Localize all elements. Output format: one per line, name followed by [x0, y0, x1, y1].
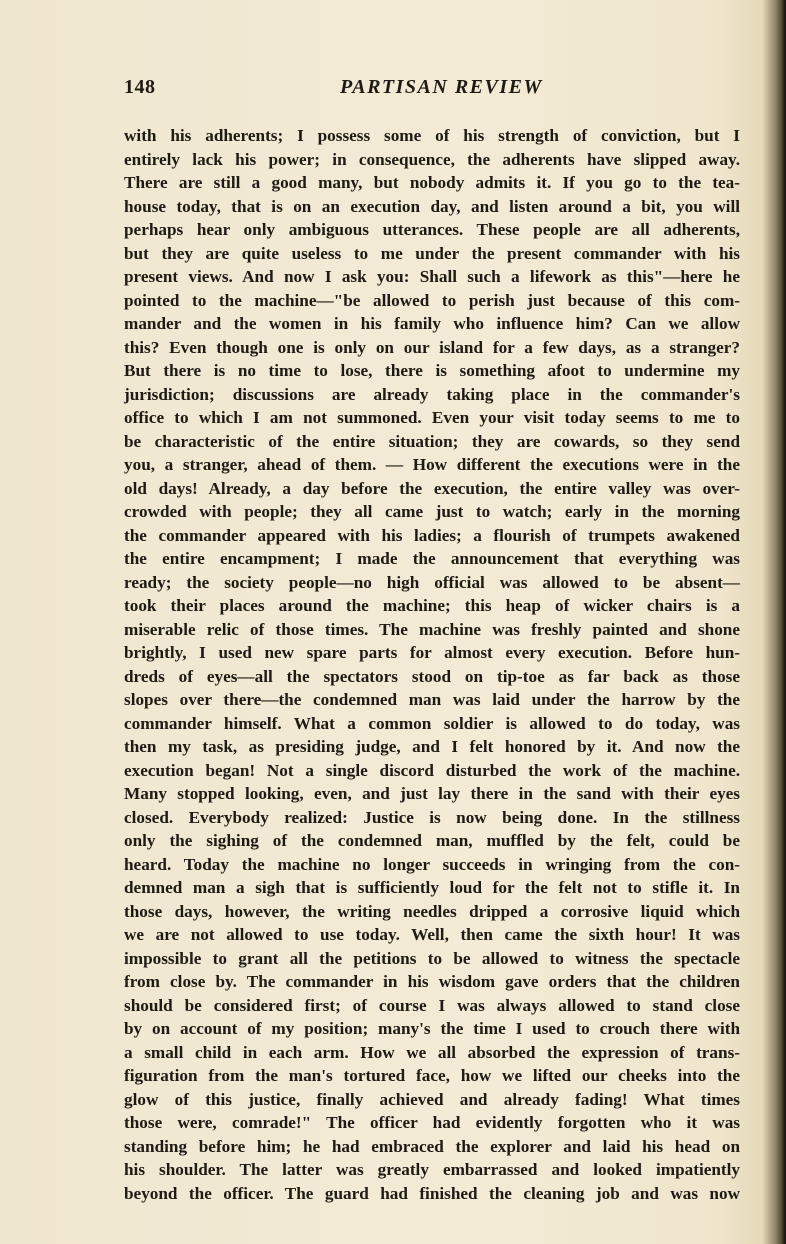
text-line: glow of this justice, finally achieved and already fading! What times: [124, 1089, 740, 1109]
text-line: closed. Everybody realized: Justice is now being done. In the stillness: [124, 807, 740, 827]
text-line: miserable relic of those times. The machine was freshly painted and shone: [124, 619, 740, 639]
text-line: the commander appeared with his ladies; a flourish of trumpets awakened: [124, 525, 740, 545]
page-header: [124, 76, 740, 106]
body-text: [124, 124, 740, 1205]
text-line: house today, that is on an execution day, and listen around a bit, you will: [124, 196, 740, 216]
text-line: commander himself. What a common soldier is allowed to do today, was: [124, 713, 740, 733]
page-gutter-shadow: [776, 0, 786, 1244]
text-line: a small child in each arm. How we all absorbed the expression of trans-: [124, 1042, 740, 1062]
text-line: present views. And now I ask you: Shall such a lifework as this"—here he: [124, 267, 740, 286]
text-line: you, a stranger, ahead of them. — How different the executions were in the: [124, 455, 740, 474]
text-line: those were, comrade!" The officer had evidently forgotten who it was: [124, 1113, 740, 1132]
text-line: we are not allowed to use today. Well, then came the sixth hour! It was: [124, 925, 740, 944]
text-line: execution began! Not a single discord disturbed the work of the machine.: [124, 760, 740, 780]
text-line: impossible to grant all the petitions to be allowed to witness the spectacle: [124, 948, 740, 968]
text-line: his shoulder. The latter was greatly embarrassed and looked impatiently: [124, 1160, 740, 1179]
running-head: PARTISAN REVIEW: [340, 76, 543, 98]
text-line: There are still a good many, but nobody admits it. If you go to the tea-: [124, 173, 740, 192]
text-line: be characteristic of the entire situation; they are cowards, so they send: [124, 431, 740, 451]
text-line: figuration from the man's tortured face, how we lifted our cheeks into the: [124, 1066, 740, 1085]
text-line: then my task, as presiding judge, and I felt honored by it. And now the: [124, 737, 740, 756]
page-number: 148: [124, 76, 156, 98]
text-line: slopes over there—the condemned man was laid under the harrow by the: [124, 690, 740, 709]
text-line: by on account of my position; many's the time I used to crouch there with: [124, 1019, 740, 1038]
text-line: office to which I am not summoned. Even your visit today seems to me to: [124, 408, 740, 427]
text-line: ready; the society people—no high official was allowed to be absent—: [124, 572, 740, 592]
text-line: Many stopped looking, even, and just lay there in the sand with their eyes: [124, 784, 740, 803]
text-line: perhaps hear only ambiguous utterances. These people are all adherents,: [124, 220, 740, 239]
text-line: with his adherents; I possess some of his strength of conviction, but I: [124, 126, 740, 145]
text-line: those days, however, the writing needles dripped a corrosive liquid which: [124, 901, 740, 921]
text-line: brightly, I used new spare parts for almost every execution. Before hun-: [124, 643, 740, 662]
text-line: dreds of eyes—all the spectators stood on tip-toe as far back as those: [124, 666, 740, 686]
text-line: But there is no time to lose, there is something afoot to undermine my: [124, 361, 740, 380]
text-line: demned man a sigh that is sufficiently loud for the felt not to stifle it. In: [124, 878, 740, 897]
text-line: entirely lack his power; in consequence, the adherents have slipped away.: [124, 149, 740, 169]
text-line: crowded with people; they all came just to watch; early in the morning: [124, 502, 740, 521]
text-line: beyond the officer. The guard had finished the cleaning job and was now: [124, 1183, 740, 1203]
text-line: from close by. The commander in his wisdom gave orders that the children: [124, 972, 740, 991]
text-line: old days! Already, a day before the execution, the entire valley was over-: [124, 478, 740, 498]
text-line: took their places around the machine; this heap of wicker chairs is a: [124, 596, 740, 615]
text-line: mander and the women in his family who influence him? Can we allow: [124, 314, 740, 333]
text-line: the entire encampment; I made the announcement that everything was: [124, 549, 740, 568]
text-line: pointed to the machine—"be allowed to perish just because of this com-: [124, 290, 740, 310]
text-line: but they are quite useless to me under the present commander with his: [124, 243, 740, 263]
text-line: this? Even though one is only on our island for a few days, as a stranger?: [124, 337, 740, 357]
text-line: only the sighing of the condemned man, muffled by the felt, could be: [124, 831, 740, 850]
text-line: standing before him; he had embraced the explorer and laid his head on: [124, 1136, 740, 1156]
text-line: should be considered first; of course I was always allowed to stand close: [124, 995, 740, 1015]
text-line: jurisdiction; discussions are already taking place in the commander's: [124, 384, 740, 404]
text-line: heard. Today the machine no longer succeeds in wringing from the con-: [124, 854, 740, 874]
